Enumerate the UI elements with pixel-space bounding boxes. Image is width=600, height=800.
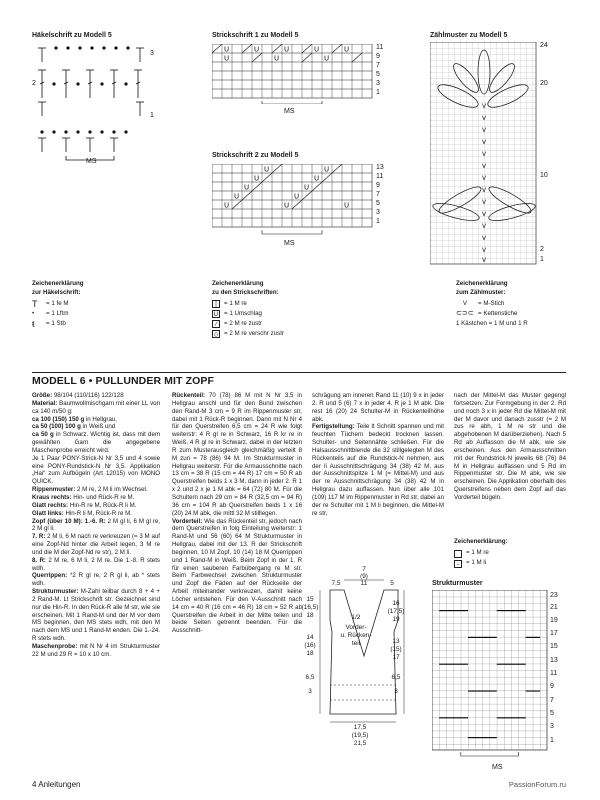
knit2-row-label: 1	[376, 218, 380, 225]
svg-text:V: V	[481, 199, 487, 206]
knit1-row-label: 5	[376, 71, 380, 78]
structure-row-label: 11	[550, 670, 558, 677]
svg-text:V: V	[481, 223, 487, 230]
page-footer	[32, 780, 81, 789]
crochet-row-label: 3	[150, 50, 154, 57]
svg-text:V: V	[481, 103, 487, 110]
structure-row-label: 3	[550, 723, 554, 730]
structure-row-label: 17	[550, 630, 558, 637]
svg-text:U: U	[304, 183, 310, 192]
knit1-row-label: 11	[376, 44, 384, 51]
svg-text:U: U	[324, 54, 330, 63]
svg-text:V: V	[481, 247, 487, 254]
watermark: PassionForum.ru	[508, 780, 566, 789]
knit1-row-label: 7	[376, 62, 380, 69]
instructions-column-2	[172, 392, 302, 635]
instruction-paragraph: Größe: 98/104 (110/116) 122/128	[32, 392, 124, 399]
svg-text:V: V	[481, 257, 487, 264]
section-divider	[32, 372, 566, 373]
instruction-paragraph: Material: Baumwollmischgarn mit einer LL von ca 140 m/50 g:	[32, 399, 160, 415]
crochet-legend: Zeichenerklärung zur Häkelschrift: T = 1 fe M • = 1 Lftm ŧ = 1 Stb	[32, 280, 84, 329]
section-title: MODELL 6 • PULLUNDER MIT ZOPF	[32, 375, 214, 387]
svg-text:U: U	[224, 45, 230, 54]
k2tog-icon: ⁄	[212, 320, 220, 328]
instruction-paragraph: ca 50 g in Schwarz. Wichtig ist, dass mit dem gewählten Garn die angegebene Maschenprobe erreicht wird.	[32, 431, 160, 454]
svg-text:V: V	[481, 151, 487, 158]
svg-text:U: U	[254, 174, 260, 183]
instruction-paragraph: Je 1 Paar PONY-Strick-N Nr 3,5 und 4 sowie eine PONY-Rundstick-N Nr 3,5. Applikation „Hai“ zum Aufbügeln (Art 12015) von MONO QUICK.	[32, 454, 160, 486]
structure-row-label: 15	[550, 643, 558, 650]
knit-chart-2-title: Strickschrift 2 zu Modell 5	[212, 152, 299, 159]
knit1-ms-label: MS	[284, 108, 295, 115]
structure-chart-title: Strukturmuster	[432, 580, 483, 587]
instruction-paragraph: Glatt rechts: Hin-R re M, Rück-R li M.	[32, 501, 137, 509]
crochet-row-2	[38, 70, 144, 116]
instruction-paragraph: 8. R: 2 M re, 6 M li, 2 M re. Die 1.-8. R stets wdh.	[32, 556, 160, 572]
count-chart	[430, 42, 538, 266]
instruction-paragraph: Rückenteil: 70 (78) 86 M mit N Nr 3,5 in Hellgrau anschl und für den Bund zwischen den Rand-M 3 cm = 9 R im Rippenmuster str, dabei mit 1 Rück-R beginnen. Dann mit N Nr 4 für den Querstreifen 6,5 cm = 24 R wie folgt weiterstr: 4 R gl re in Schwarz, 16 R kr re in Weiß, 4 R gl re in Schwarz, dabei in der letzten R zum Musterausgleich gleichmäßig verteilt 8 M zun = 78 (86) 94 M. Im Strukturmuster in Hellgrau weiterstr. Für die Armausschnitte nach 13 cm = 38 R (15 cm = 44 R) 17 cm = 50 R ab Querstreifen beids 1 x 3 M, dann in jeder 2. R 1 x 2 und 2 x je 1 M abk = 64 (72) 80 M. Für die Schultern nach 29 cm = 84 R (32,5 cm = 94 R) 36 cm = 104 R ab Querstreifen beids 1 x 16 (20) 24 M abk, die mittl 32 M stilllegen.	[172, 392, 302, 517]
knit-stitch-icon	[454, 550, 462, 558]
svg-text:U: U	[234, 192, 240, 201]
structure-row-label: 1	[550, 737, 554, 744]
legend-heading: zur Häkelschrift:	[32, 288, 81, 296]
structure-row-label: 13	[550, 657, 558, 664]
svg-text:U: U	[284, 201, 290, 210]
duplicate-stitch-icon: V	[462, 299, 468, 307]
knit-chart-2	[212, 164, 374, 236]
svg-text:U: U	[254, 45, 260, 54]
knit1-row-label: 9	[376, 53, 380, 60]
svg-text:U: U	[224, 201, 230, 210]
knit2-row-label: 13	[376, 164, 384, 171]
structure-row-label: 7	[550, 697, 554, 704]
svg-text:U: U	[284, 45, 290, 54]
structure-row-label: 5	[550, 710, 554, 717]
knit-chart-1-title: Strickschrift 1 zu Modell 5	[212, 32, 299, 39]
crochet-chart-title: Häkelschrift zu Modell 5	[32, 32, 112, 39]
legend-heading: Zeichenerklärung	[32, 280, 84, 287]
structure-row-label: 21	[550, 604, 558, 611]
instructions-column-3	[312, 392, 444, 518]
svg-text:U: U	[344, 45, 350, 54]
yarn-over-icon: U	[213, 311, 219, 318]
crochet-row-3	[38, 47, 144, 62]
instruction-paragraph: schrägung am inneren Rand 11 (10) 9 x in jeder 2. R und 5 (6) 7 x in jeder 4. R je 1 M abk. Die rest 16 (20) 24 Schulter-M in Rückenteilhöhe abk.	[312, 392, 444, 423]
structure-ms-label: MS	[492, 764, 503, 771]
instruction-paragraph: Glatt links: Hin-R li M, Rück-R re M.	[32, 509, 132, 517]
svg-text:V: V	[481, 115, 487, 122]
knit1-row-label: 3	[376, 80, 380, 87]
knit-stitch-icon: |	[212, 300, 220, 308]
instruction-paragraph: Querrippen: *2 R gl re, 2 R gl li, ab * stets wdh.	[32, 572, 160, 588]
instruction-paragraph: Kraus rechts: Hin- und Rück-R re M.	[32, 493, 135, 501]
svg-text:V: V	[481, 175, 487, 182]
chain-stitch-line-icon: ⊂⊃⊂	[456, 309, 474, 317]
svg-text:U: U	[324, 165, 330, 174]
chain-stitch-icon: •	[32, 309, 35, 317]
model6-legend: Zeichenerklärung: = 1 M re – = 1 M li	[454, 538, 508, 568]
single-crochet-icon: T	[32, 298, 38, 309]
instruction-paragraph: 7. R: 2 M li, 6 M nach re verkreuzen (= 3 M auf eine Zopf-Nd hinter die Arbeit legen, 3 M re und die M der Zopf-Nd re str), 2 M li.	[32, 533, 160, 556]
svg-text:U: U	[294, 192, 300, 201]
knit2-row-label: 3	[376, 209, 380, 216]
svg-text:U: U	[224, 54, 230, 63]
knit2-row-label: 11	[376, 173, 384, 180]
crochet-row-1	[38, 131, 127, 152]
count-chart-title: Zählmuster zu Modell 5	[430, 32, 508, 39]
svg-text:V: V	[481, 127, 487, 134]
svg-text:V: V	[481, 139, 487, 146]
crochet-chart	[32, 40, 160, 170]
instruction-paragraph: Vorderteil: Wie das Rückenteil str, jedoch nach dem Querstreifen in folg Einteilung weiterstr: 1 Rand-M und 56 (60) 64 M Strukturmuster in Hellgrau, dabei mit der 13. R der Strickschrift beginnen, 10 M Zopf, 10 (14) 18 M Querrippen und 1 Rand-M in Weiß. Beim Zopf in der 1. R für einen sauberen Farbübergang re M str. Beim Farbwechsel zwischen Strukturmuster und Zopf die Fäden auf der Rückseite der Arbeit miteinander verkreuzen, damit keine Löcher entstehen. Für den V-Ausschnitt nach 14 cm = 40 R (16 cm = 46 R) 18 cm = 52 R ab Querstreifen die Arbeit in der Mitte teilen und beide Seiten getrennt beenden. Für die Ausschnitt-	[172, 517, 302, 635]
svg-text:U: U	[264, 165, 270, 174]
knit2-row-label: 5	[376, 200, 380, 207]
count-row-label: 10	[540, 172, 548, 179]
structure-row-label: 9	[550, 683, 554, 690]
instructions-column-1	[32, 392, 160, 659]
crochet-row-label: 2	[32, 80, 36, 87]
instruction-paragraph: Zopf (über 10 M): 1.-6. R: 2 M gl li, 6 M gl re, 2 M gl li.	[32, 517, 160, 533]
instruction-paragraph: ca 100 (150) 150 g in Hellgrau,	[32, 415, 118, 423]
double-crochet-icon: ŧ	[32, 318, 35, 329]
count-row-label: 24	[540, 42, 548, 49]
instruction-paragraph: Rippenmuster: 2 M re, 2 M li im Wechsel.	[32, 486, 148, 494]
knit-legend: Zeichenerklärung zu den Strickschriften: | = 1 M re U = 1 Umschlag ⁄ = 2 M re zustr ◇ = 2 M re verschr zustr	[212, 280, 284, 338]
svg-text:U: U	[344, 201, 350, 210]
k2tog-tbl-icon: ◇	[213, 331, 219, 338]
knit-chart-1	[212, 44, 374, 104]
instruction-paragraph: ca 50 (100) 100 g in Weiß und	[32, 423, 116, 431]
svg-text:U: U	[314, 174, 320, 183]
crochet-row-label: 1	[150, 112, 154, 119]
instruction-paragraph: Maschenprobe: mit N Nr 4 im Strukturmuster 22 M und 29 R = 10 x 10 cm.	[32, 643, 160, 658]
count-row-label: 1	[540, 256, 544, 263]
svg-text:U: U	[314, 45, 320, 54]
page-number: 4	[32, 780, 37, 789]
svg-text:V: V	[481, 187, 487, 194]
knit2-row-label: 9	[376, 182, 380, 189]
svg-text:V: V	[481, 163, 487, 170]
count-row-label: 2	[540, 246, 544, 253]
structure-row-label: 19	[550, 617, 558, 624]
purl-stitch-icon: –	[454, 560, 462, 568]
knit1-row-label: 1	[376, 89, 380, 96]
instruction-paragraph: Strukturmuster: M-Zahl teilbar durch 8 + 4 + 2 Rand-M. Lt Strickschrift str. Gezeichnet sind nur die Hin-R. In den Rück-R alle M str, wie sie erscheinen. Mit 1 Rand-M und der M vor dem MS beginnen, den MS stets wdh, mit den M nach dem MS und 1 Rand-M enden. Die 1.-24. R stets wdh.	[32, 588, 160, 643]
instructions-column-4	[454, 392, 566, 502]
svg-text:U: U	[274, 54, 280, 63]
footer-label: Anleitungen	[38, 780, 81, 789]
count-legend: Zeichenerklärung zum Zählmuster: V = M-Stich ⊂⊃⊂ = Kettenstiche 1 Kästchen = 1 M und 1 R	[456, 280, 528, 327]
instruction-paragraph: nach der Mittel-M das Muster gegengl fortsetzen. Zur Formgebung in der 2. Rd und noch 3 x in jeder Rd die Mittel-M mit der M davor und danach zusstr (= 2 M zus re abh, 1 M re str und die abgehobenen M darüberziehen). Nach 5 Rd ab Auffasson die M abk, wie sie erscheinen. Aus den Armausschnitten mit der Rundstrick-N jeweils 68 (76) 84 M in Hellgrau auffassen und 5 Rd im Rippenmuster str. Die M abk, wie sie erscheinen. Die Applikation oberhalb des Querstreifens neben dem Zopf auf das Vorderteil bügeln.	[454, 392, 566, 501]
knit2-row-label: 7	[376, 191, 380, 198]
count-row-label: 20	[540, 80, 548, 87]
structure-row-label: 23	[550, 592, 558, 599]
knit2-ms-label: MS	[284, 240, 295, 247]
svg-text:U: U	[244, 183, 250, 192]
structure-chart	[432, 590, 562, 762]
svg-text:V: V	[481, 211, 487, 218]
svg-text:V: V	[481, 235, 487, 242]
instruction-paragraph: Fertigstellung: Teile lt Schnitt spannen und mit feuchten Tüchern bedeckt trocknen lassen. Schulter- und Seitennähte schließen. Für die Halsausschnittblende die 32 stillgelegten M des Rückenteils auf die Rundstick-N nehmen, aus der li Ausschnittschrägung 34 (38) 42 M, aus der Ausschnittspitze 1 M (= Mittel-M) und aus der re Ausschnittschrägung 34 (38) 42 M in Hellgrau dazu auffassen. Nun über alle 101 (109) 117 M im Rippenmuster in Rd str, dabei an der re Schulter mit 1 M li beginnen, die Mittel-M re str,	[312, 423, 444, 517]
crochet-ms-label: MS	[86, 158, 97, 165]
